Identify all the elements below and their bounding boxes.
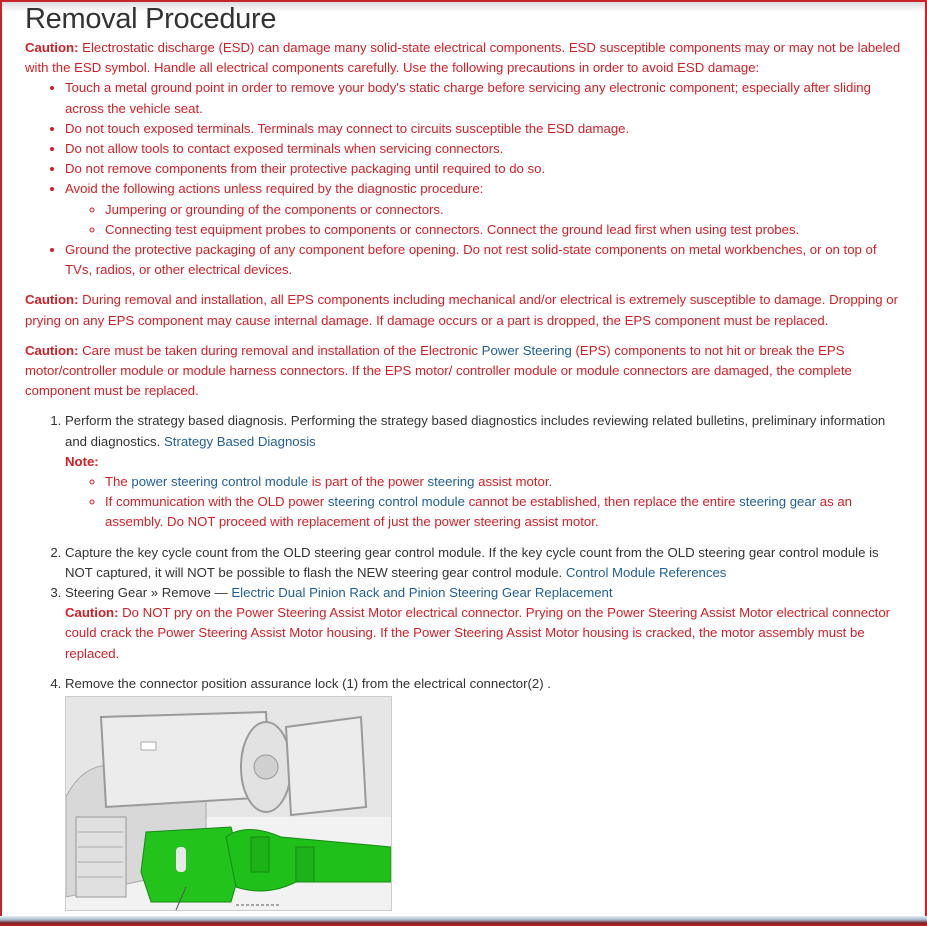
caution-text: Care must be taken during removal and installation of the Electronic xyxy=(82,342,482,358)
step-1 xyxy=(65,411,905,532)
caution-text: Electrostatic discharge (ESD) can damage many solid-state electrical components. ESD susceptible components may or may not be labeled with the ESD symbol. Handle all electrical components carefully. Use the following precautions in order to avoid ESD damage: xyxy=(25,40,901,76)
note-item: ◦ If communication with the OLD power steering control module cannot be established, then replace the entire steering gear as an assembly. Do NOT proceed with replacement of just the power steering assist motor. xyxy=(105,492,905,532)
procedure-content xyxy=(25,0,905,911)
steering-control-module-link[interactable]: steering control module xyxy=(327,494,465,510)
step-3-caution xyxy=(65,603,905,664)
caution-label: Caution: xyxy=(25,342,79,358)
step-2 xyxy=(65,543,905,583)
caution-eps-handling xyxy=(25,341,905,402)
window-bottom-edge xyxy=(0,916,927,926)
sub-list-item: ◦ Jumpering or grounding of the components or connectors. xyxy=(105,200,905,220)
caution-text: Do NOT pry on the Power Steering Assist Motor electrical connector. Prying on the Power Steering Assist Motor electrical connector could crack the Power Steering Assist Motor housing. If the Power Steering Assist Motor housing is cracked, the motor assembly must be replaced. xyxy=(65,605,891,661)
connector-image xyxy=(66,697,391,910)
power-steering-link[interactable]: Power Steering xyxy=(481,342,572,358)
sub-list-item: ◦ Connecting test equipment probes to components or connectors. Connect the ground lead first when using test probes. xyxy=(105,220,905,240)
note-list xyxy=(65,472,905,533)
step-text: Remove the connector position assurance lock (1) from the electrical connector(2) . xyxy=(65,675,551,691)
caution-label: Caution: xyxy=(25,40,79,55)
esd-precautions-list xyxy=(25,78,905,280)
step-3 xyxy=(65,583,905,664)
power-steering-control-module-link[interactable]: power steering control module xyxy=(131,474,309,490)
caution-label: Caution: xyxy=(25,292,79,308)
connector-illustration xyxy=(65,696,392,911)
step-text: Capture the key cycle count from the OLD steering gear control module. If the key cycle count from the OLD steering gear control module is NOT captured, it will NOT be possible to flash the NEW steering gear control module. xyxy=(65,544,879,580)
sub-list xyxy=(65,200,905,240)
note-label: Note: xyxy=(65,453,99,469)
strategy-based-diagnosis-link[interactable]: Strategy Based Diagnosis xyxy=(163,433,316,449)
list-item xyxy=(65,179,905,240)
list-item: • Do not allow tools to contact exposed terminals when servicing connectors. xyxy=(65,139,905,159)
procedure-steps xyxy=(25,411,905,911)
caution-esd xyxy=(25,38,905,280)
list-item: • Touch a metal ground point in order to remove your body's static charge before servicing any electronic component; especially after sliding across the vehicle seat. xyxy=(65,78,905,118)
list-item: • Ground the protective packaging of any component before opening. Do not rest solid-state components on metal workbenches, or on top of TVs, radios, or other electrical devices. xyxy=(65,240,905,280)
caution-eps-damage xyxy=(25,290,905,330)
step-4 xyxy=(65,674,905,911)
caution-label: Caution: xyxy=(65,605,119,621)
steering-link[interactable]: steering xyxy=(427,474,475,490)
note-item: ◦ The power steering control module is part of the power steering assist motor. xyxy=(105,472,905,492)
control-module-references-link[interactable]: Control Module References xyxy=(565,564,727,580)
step-text: Steering Gear » Remove — xyxy=(65,585,232,601)
step-text: Perform the strategy based diagnosis. Performing the strategy based diagnostics includes reviewing related bulletins, preliminary information and diagnostics. xyxy=(65,413,886,449)
steering-gear-link[interactable]: steering gear xyxy=(739,494,817,510)
list-item: • Do not remove components from their protective packaging until required to do so. xyxy=(65,159,905,179)
steering-gear-replacement-link[interactable]: Electric Dual Pinion Rack and Pinion Steering Gear Replacement xyxy=(231,585,613,601)
caution-text: During removal and installation, all EPS components including mechanical and/or electrical is extremely susceptible to damage. Dropping or prying on any EPS component may cause internal damage. If damage occurs or a part is dropped, the EPS component must be replaced. xyxy=(25,292,899,328)
page-title: Removal Procedure xyxy=(25,3,277,35)
list-item: • Do not touch exposed terminals. Terminals may connect to circuits susceptible the ESD damage. xyxy=(65,119,905,139)
list-item-text: Avoid the following actions unless required by the diagnostic procedure: xyxy=(65,181,484,197)
caution-text: (EPS) components to not hit or break the EPS motor/controller module or module harness connectors. If the EPS motor/ controller module or module connectors are damaged, the complete component must be replaced. xyxy=(25,342,852,399)
